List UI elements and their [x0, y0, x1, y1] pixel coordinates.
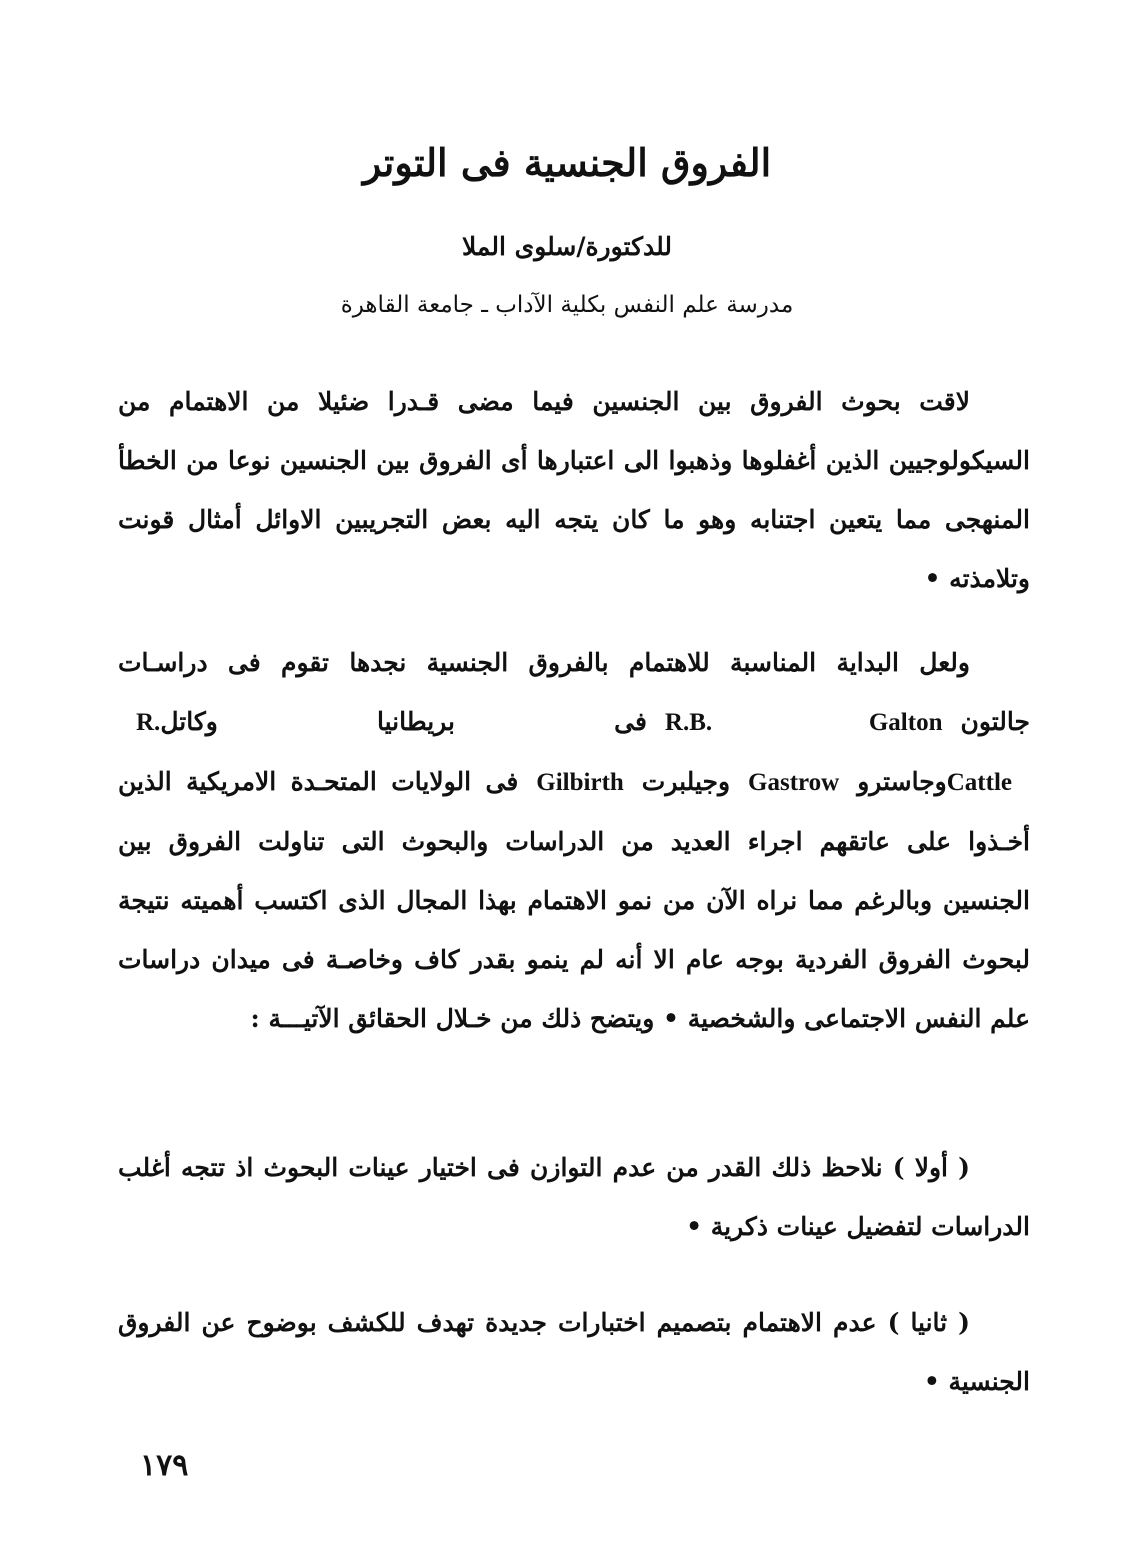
paragraph-1: لاقت بحوث الفروق بين الجنسين فيما مضى قـدرا ضئيلا من الاهتمام من السيكولوجيين الذين أغفلوها وذهبوا الى اعتبارها أى الفروق بين الجنسين نوعا من الخطأ المنهجى مما يتعين اجتنابه وهو ما كان يتجه اليه بعض التجريبين الاوائل أمثال قونت وتلامذته •: [118, 387, 1030, 593]
paragraph-2-text-b: فى بريطانيا وكاتل: [160, 707, 647, 736]
paragraph-2-text-c: وجاسترو: [857, 767, 947, 796]
paragraph-2-text-d: وجيلبرت: [641, 767, 731, 796]
latin-name-gilbirth: Gilbirth: [536, 769, 624, 796]
latin-name-gastrow: Gastrow: [748, 769, 840, 796]
author-affiliation: مدرسة علم النفس بكلية الآداب ـ جامعة القاهرة: [340, 292, 794, 318]
latin-name-cattle: R. Cattle: [136, 709, 1012, 796]
latin-name-galton: R.B. Galton: [664, 709, 943, 736]
paragraph-4: ( ثانيا ) عدم الاهتمام بتصميم اختبارات جديدة تهدف للكشف بوضوح عن الفروق الجنسية •: [118, 1308, 1030, 1396]
paragraph-2-text-e: فى الولايات المتحـدة الامريكية الذين أخـذوا على عاتقهم اجراء العديد من الدراسات والبحوث التى تناولت الفروق بين الجنسين وبالرغم مما نراه الآن من نمو الاهتمام بهذا المجال الذى اكتسب أهميته نتيجة لبحوث الفروق الفردية بوجه عام الا أنه لم ينمو بقدر كاف وخاصـة فى ميدان دراسات علم النفس الاجتماعى والشخصية • ويتضح ذلك من خـلال الحقائق الآتيـــة :: [118, 767, 1030, 1033]
article-title: الفروق الجنسية فى التوتر: [362, 140, 772, 185]
paragraph-3: ( أولا ) نلاحظ ذلك القدر من عدم التوازن فى اختيار عينات البحوث اذ تتجه أغلب الدراسات لتفضيل عينات ذكرية •: [118, 1153, 1030, 1241]
author-name: للدكتورة/سلوى الملا: [461, 232, 673, 261]
paragraph-2: [118, 633, 1030, 1048]
page-number: ١٧٩: [140, 1448, 189, 1483]
paragraph-2-text-a: ولعل البداية المناسبة للاهتمام بالفروق الجنسية نجدها تقوم فى دراسـات جالتون: [118, 648, 1030, 736]
